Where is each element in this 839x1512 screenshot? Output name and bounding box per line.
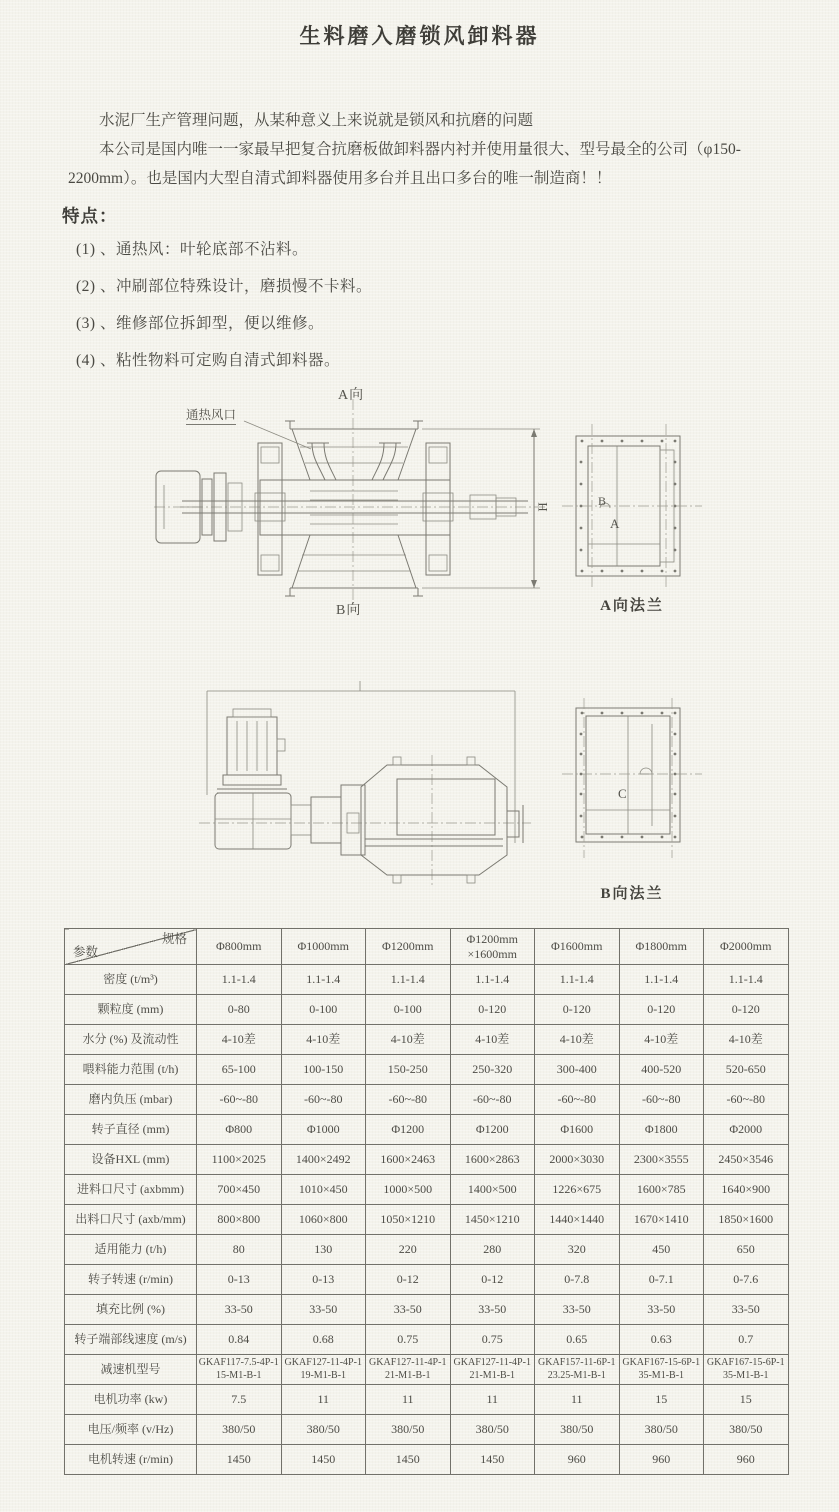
table-cell: Φ1200 (366, 1115, 451, 1145)
table-cell: 220 (366, 1235, 451, 1265)
table-cell: 11 (366, 1385, 451, 1415)
spec-table-body (65, 965, 789, 1475)
table-cell: 960 (704, 1445, 789, 1475)
spec-table (64, 928, 789, 1475)
table-cell: 130 (281, 1235, 366, 1265)
table-cell: 0-80 (197, 995, 282, 1025)
table-cell: 33-50 (535, 1295, 620, 1325)
table-row (65, 1055, 789, 1085)
table-cell: 1226×675 (535, 1175, 620, 1205)
row-label: 电机功率 (kw) (65, 1385, 197, 1415)
table-cell: 1600×2863 (450, 1145, 535, 1175)
table-cell: -60~-80 (281, 1085, 366, 1115)
row-label: 电机转速 (r/min) (65, 1445, 197, 1475)
table-cell: 4-10差 (366, 1025, 451, 1055)
table-cell: Φ1600 (535, 1115, 620, 1145)
column-header: Φ1000mm (281, 929, 366, 965)
table-cell: 0-120 (704, 995, 789, 1025)
row-label: 颗粒度 (mm) (65, 995, 197, 1025)
flange-b-drawing (562, 698, 702, 908)
table-cell: 1050×1210 (366, 1205, 451, 1235)
table-cell: 1450 (197, 1445, 282, 1475)
table-cell: 250-320 (450, 1055, 535, 1085)
row-label: 电压/频率 (v/Hz) (65, 1415, 197, 1445)
table-cell: 15 (704, 1385, 789, 1415)
table-cell: 0.63 (619, 1325, 704, 1355)
table-row (65, 1085, 789, 1115)
table-cell: 1450 (366, 1445, 451, 1475)
page-title: 生料磨入磨锁风卸料器 (299, 24, 540, 48)
table-cell: 33-50 (281, 1295, 366, 1325)
flange-b-svg (562, 698, 702, 866)
flange-a-svg (562, 424, 702, 590)
row-label: 转子端部线速度 (m/s) (65, 1325, 197, 1355)
table-cell: 380/50 (704, 1415, 789, 1445)
table-cell: 280 (450, 1235, 535, 1265)
row-label: 磨内负压 (mbar) (65, 1085, 197, 1115)
table-cell: 15 (619, 1385, 704, 1415)
table-cell: 33-50 (619, 1295, 704, 1325)
table-cell: 1060×800 (281, 1205, 366, 1235)
table-cell: 320 (535, 1235, 620, 1265)
table-cell: 1.1-1.4 (366, 965, 451, 995)
table-cell: 1.1-1.4 (281, 965, 366, 995)
table-cell: 4-10差 (197, 1025, 282, 1055)
table-cell: 4-10差 (704, 1025, 789, 1055)
table-cell: 960 (535, 1445, 620, 1475)
row-label: 减速机型号 (65, 1355, 197, 1385)
table-row (65, 1145, 789, 1175)
main-section-drawing (140, 385, 580, 623)
table-cell: GKAF127-11-4P-121-M1-B-1 (450, 1355, 535, 1385)
table-cell: 450 (619, 1235, 704, 1265)
table-cell: 150-250 (366, 1055, 451, 1085)
table-cell: 2450×3546 (704, 1145, 789, 1175)
column-header: Φ1200mm ×1600mm (450, 929, 535, 965)
table-cell: Φ2000 (704, 1115, 789, 1145)
table-cell: GKAF127-11-4P-119-M1-B-1 (281, 1355, 366, 1385)
table-cell: 1600×785 (619, 1175, 704, 1205)
table-cell: 380/50 (197, 1415, 282, 1445)
table-cell: 0-120 (535, 995, 620, 1025)
table-cell: 0.65 (535, 1325, 620, 1355)
table-cell: 400-520 (619, 1055, 704, 1085)
row-label: 填充比例 (%) (65, 1295, 197, 1325)
table-row (65, 1325, 789, 1355)
table-cell: 380/50 (535, 1415, 620, 1445)
intro-paragraphs (68, 106, 780, 193)
feature-item: (2) 、冲刷部位特殊设计，磨损慢不卡料。 (76, 278, 372, 295)
table-cell: GKAF117-7.5-4P-115-M1-B-1 (197, 1355, 282, 1385)
table-cell: 1640×900 (704, 1175, 789, 1205)
spec-table-header-row (65, 929, 789, 965)
table-cell: 1.1-1.4 (704, 965, 789, 995)
table-row (65, 1385, 789, 1415)
hot-air-port-label: 通热风口 (186, 405, 236, 425)
table-cell: 33-50 (704, 1295, 789, 1325)
table-cell: 7.5 (197, 1385, 282, 1415)
side-view-drawing (195, 673, 535, 895)
table-cell: 0-12 (450, 1265, 535, 1295)
table-row (65, 1235, 789, 1265)
table-cell: 0-7.6 (704, 1265, 789, 1295)
table-cell: Φ1800 (619, 1115, 704, 1145)
table-cell: 33-50 (366, 1295, 451, 1325)
row-label: 转子转速 (r/min) (65, 1265, 197, 1295)
table-cell: 100-150 (281, 1055, 366, 1085)
column-header: Φ1600mm (535, 929, 620, 965)
table-row (65, 1205, 789, 1235)
row-label: 进料口尺寸 (axbmm) (65, 1175, 197, 1205)
table-cell: 0-120 (619, 995, 704, 1025)
column-header: Φ1800mm (619, 929, 704, 965)
table-cell: -60~-80 (366, 1085, 451, 1115)
table-row (65, 1025, 789, 1055)
table-cell: 1670×1410 (619, 1205, 704, 1235)
column-header: Φ1200mm (366, 929, 451, 965)
row-label: 转子直径 (mm) (65, 1115, 197, 1145)
table-cell: 0.75 (366, 1325, 451, 1355)
table-cell: Φ1200 (450, 1115, 535, 1145)
table-cell: 1450 (450, 1445, 535, 1475)
table-row (65, 1175, 789, 1205)
flange-b-caption: B向法兰 (600, 886, 664, 902)
table-cell: 11 (281, 1385, 366, 1415)
table-cell: 0.7 (704, 1325, 789, 1355)
column-header: Φ800mm (197, 929, 282, 965)
corner-param-label: 参数 (73, 945, 99, 960)
row-label: 水分 (%) 及流动性 (65, 1025, 197, 1055)
row-label: 密度 (t/m³) (65, 965, 197, 995)
table-cell: 33-50 (450, 1295, 535, 1325)
table-cell: 1600×2463 (366, 1145, 451, 1175)
table-cell: 0-100 (281, 995, 366, 1025)
table-cell: -60~-80 (619, 1085, 704, 1115)
table-cell: 0-12 (366, 1265, 451, 1295)
features-heading: 特点： (62, 206, 118, 226)
table-cell: 1010×450 (281, 1175, 366, 1205)
table-cell: 1850×1600 (704, 1205, 789, 1235)
table-row (65, 1415, 789, 1445)
table-cell: 0.75 (450, 1325, 535, 1355)
intro-paragraph-1: 水泥厂生产管理问题，从某种意义上来说就是锁风和抗磨的问题 (99, 112, 534, 129)
feature-item: (1) 、通热风：叶轮底部不沾料。 (76, 241, 308, 258)
flange-b-mark-c: C (618, 786, 628, 801)
table-cell: 1400×2492 (281, 1145, 366, 1175)
table-cell: Φ1000 (281, 1115, 366, 1145)
table-cell: 1.1-1.4 (535, 965, 620, 995)
table-cell: 300-400 (535, 1055, 620, 1085)
table-cell: 1100×2025 (197, 1145, 282, 1175)
table-cell: 0-100 (366, 995, 451, 1025)
table-cell: 1440×1440 (535, 1205, 620, 1235)
row-label: 适用能力 (t/h) (65, 1235, 197, 1265)
table-cell: 4-10差 (535, 1025, 620, 1055)
table-cell: 0-13 (281, 1265, 366, 1295)
table-row (65, 1295, 789, 1325)
column-header: Φ2000mm (704, 929, 789, 965)
flange-a-drawing (562, 424, 702, 620)
table-cell: -60~-80 (450, 1085, 535, 1115)
table-cell: 700×450 (197, 1175, 282, 1205)
table-cell: 0-7.8 (535, 1265, 620, 1295)
intro-paragraph-2: 本公司是国内唯一一家最早把复合抗磨板做卸料器内衬并使用量很大、型号最全的公司（φ150-2200mm）。也是国内大型自清式卸料器使用多台并且出口多台的唯一制造商！！ (68, 141, 741, 187)
table-cell: 520-650 (704, 1055, 789, 1085)
table-cell: 0-13 (197, 1265, 282, 1295)
table-cell: 2000×3030 (535, 1145, 620, 1175)
table-row (65, 1265, 789, 1295)
table-row (65, 995, 789, 1025)
table-row (65, 1355, 789, 1385)
table-cell: 11 (450, 1385, 535, 1415)
view-a-label: A向 (338, 388, 365, 403)
table-cell: 0.84 (197, 1325, 282, 1355)
table-cell: GKAF157-11-6P-123.25-M1-B-1 (535, 1355, 620, 1385)
table-cell: 4-10差 (619, 1025, 704, 1055)
view-b-label: B向 (336, 603, 362, 618)
table-cell: 1450 (281, 1445, 366, 1475)
table-cell: 4-10差 (450, 1025, 535, 1055)
table-cell: 11 (535, 1385, 620, 1415)
table-row (65, 965, 789, 995)
feature-item: (3) 、维修部位拆卸型，便以维修。 (76, 315, 324, 332)
table-cell: 380/50 (366, 1415, 451, 1445)
row-label: 设备HXL (mm) (65, 1145, 197, 1175)
table-cell: -60~-80 (535, 1085, 620, 1115)
flange-a-mark-b: B (598, 494, 608, 508)
table-cell: 1450×1210 (450, 1205, 535, 1235)
corner-spec-label: 规格 (161, 932, 187, 946)
table-cell: GKAF127-11-4P-121-M1-B-1 (366, 1355, 451, 1385)
side-view-svg (195, 673, 535, 895)
table-cell: 33-50 (197, 1295, 282, 1325)
flange-a-caption: A向法兰 (600, 598, 664, 614)
table-cell: 80 (197, 1235, 282, 1265)
table-cell: -60~-80 (704, 1085, 789, 1115)
table-cell: 1.1-1.4 (450, 965, 535, 995)
table-cell: 380/50 (450, 1415, 535, 1445)
table-cell: 4-10差 (281, 1025, 366, 1055)
table-cell: 800×800 (197, 1205, 282, 1235)
row-label: 喂料能力范围 (t/h) (65, 1055, 197, 1085)
table-cell: 2300×3555 (619, 1145, 704, 1175)
table-cell: 650 (704, 1235, 789, 1265)
table-cell: 380/50 (619, 1415, 704, 1445)
table-cell: GKAF167-15-6P-135-M1-B-1 (704, 1355, 789, 1385)
table-cell: 1.1-1.4 (619, 965, 704, 995)
corner-cell (65, 929, 197, 965)
table-cell: 1400×500 (450, 1175, 535, 1205)
table-cell: 65-100 (197, 1055, 282, 1085)
feature-item: (4) 、粘性物料可定购自清式卸料器。 (76, 352, 340, 369)
flange-a-mark-a: A (610, 516, 621, 531)
table-row (65, 1115, 789, 1145)
table-cell: 1.1-1.4 (197, 965, 282, 995)
table-cell: GKAF167-15-6P-135-M1-B-1 (619, 1355, 704, 1385)
table-cell: 380/50 (281, 1415, 366, 1445)
row-label: 出料口尺寸 (axb/mm) (65, 1205, 197, 1235)
table-cell: 960 (619, 1445, 704, 1475)
height-dimension-label: H (535, 502, 551, 512)
table-cell: 1000×500 (366, 1175, 451, 1205)
table-cell: 0.68 (281, 1325, 366, 1355)
table-cell: Φ800 (197, 1115, 282, 1145)
table-cell: -60~-80 (197, 1085, 282, 1115)
table-row (65, 1445, 789, 1475)
table-cell: 0-120 (450, 995, 535, 1025)
features-list (76, 231, 756, 379)
table-cell: 0-7.1 (619, 1265, 704, 1295)
